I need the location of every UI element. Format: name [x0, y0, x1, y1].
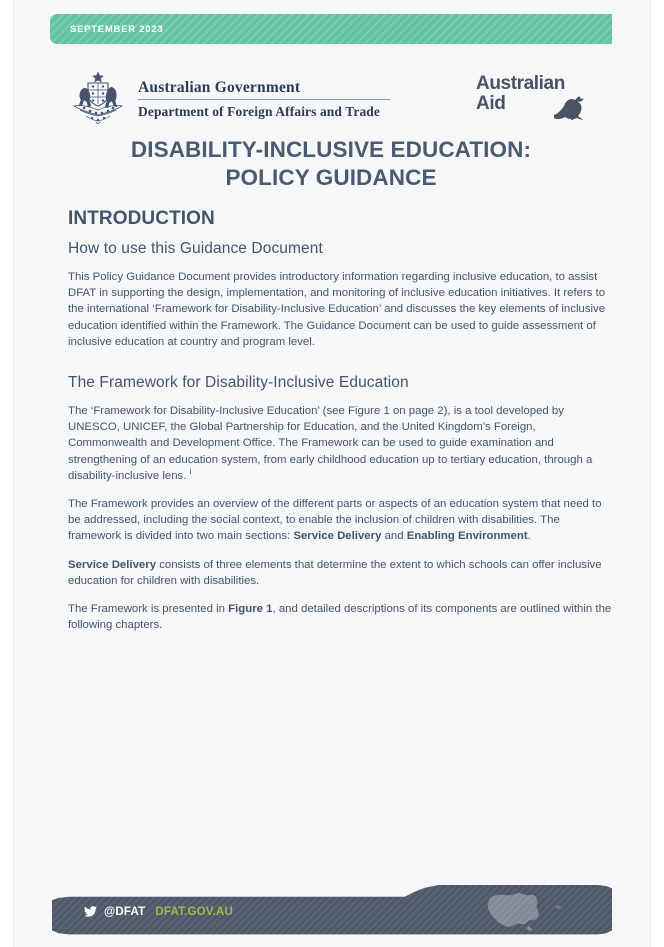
subheading-the-framework: The Framework for Disability-Inclusive Education: [68, 374, 409, 392]
australian-government-coat-of-arms-icon: [66, 70, 130, 128]
australian-aid-line1: Australian: [476, 73, 565, 94]
term-service-delivery-lead: Service Delivery: [68, 558, 157, 571]
date-banner: [50, 14, 612, 44]
paragraph-service-delivery: [68, 557, 614, 589]
paragraph-figure-reference: [68, 601, 614, 633]
overview-text-part2: and: [381, 530, 407, 543]
section-heading-introduction: INTRODUCTION: [68, 208, 215, 229]
website-link[interactable]: DFAT.GOV.AU: [155, 905, 233, 918]
term-service-delivery: Service Delivery: [293, 530, 382, 543]
paragraph-framework-intro-text: The ‘Framework for Disability-Inclusive Education’ (see Figure 1 on page 2), is a tool developed by UNESCO, UNICEF, the Global Partnership for Education, and the United Kingdom’s Foreign, Commonwealth and Development Office. The Framework can be used to guide examination and strengthening of an education system, from early childhood education up to tertiary education, through a disability-inclusive lens.: [68, 405, 593, 482]
logo-row: [50, 70, 612, 132]
paragraph-framework-overview: [68, 496, 614, 545]
australian-aid-line2: Aid: [476, 92, 506, 114]
endnote-marker: i: [189, 467, 192, 477]
overview-text-part1: The Framework provides an overview of the different parts or aspects of an education system that need to be addressed, including the social context, to enable the inclusion of children with disabilities. The framework is divided into two main sections:: [68, 498, 602, 543]
footer-links: [84, 905, 233, 918]
page-footer: [52, 880, 612, 936]
overview-text-part3: .: [527, 530, 531, 543]
twitter-handle[interactable]: @DFAT: [104, 905, 146, 918]
twitter-bird-icon[interactable]: [84, 905, 97, 918]
figure-label: Figure 1: [228, 603, 273, 616]
kangaroo-icon: [550, 94, 604, 120]
paragraph-how-to-use: This Policy Guidance Document provides introductory information regarding inclusive education, to assist DFAT in supporting the design, implementation, and monitoring of inclusive education initiatives. It refers to the international ‘Framework for Disability-Inclusive Education’ and discusses the key elements of inclusive education identified within the Framework. The Guidance Document can be used to guide assessment of inclusive education at country and program level.: [68, 271, 606, 348]
paragraph-framework-intro: [68, 403, 614, 484]
australian-aid-logo: [476, 74, 606, 126]
term-enabling-environment: Enabling Environment: [406, 530, 528, 543]
government-title: Australian Government: [138, 79, 301, 96]
department-title: Department of Foreign Affairs and Trade: [138, 104, 381, 119]
service-delivery-text: consists of three elements that determine the extent to which schools can offer inclusive education for children with disabilities.: [68, 558, 602, 587]
document-title: [66, 136, 596, 192]
figure-ref-part2: , and detailed descriptions of its components are outlined within the following chapters.: [68, 603, 612, 632]
document-title-line1: DISABILITY-INCLUSIVE EDUCATION:: [130, 137, 532, 162]
subheading-how-to-use: How to use this Guidance Document: [68, 240, 323, 257]
australia-map-watermark-icon: [456, 884, 576, 936]
document-page: [14, 0, 650, 947]
document-body: [68, 208, 614, 645]
figure-ref-part1: The Framework is presented in: [68, 603, 229, 616]
document-title-line2: POLICY GUIDANCE: [225, 165, 437, 190]
australian-government-lockup: [138, 78, 390, 120]
date-banner-label: SEPTEMBER 2023: [70, 23, 164, 35]
lockup-divider: [138, 99, 390, 100]
